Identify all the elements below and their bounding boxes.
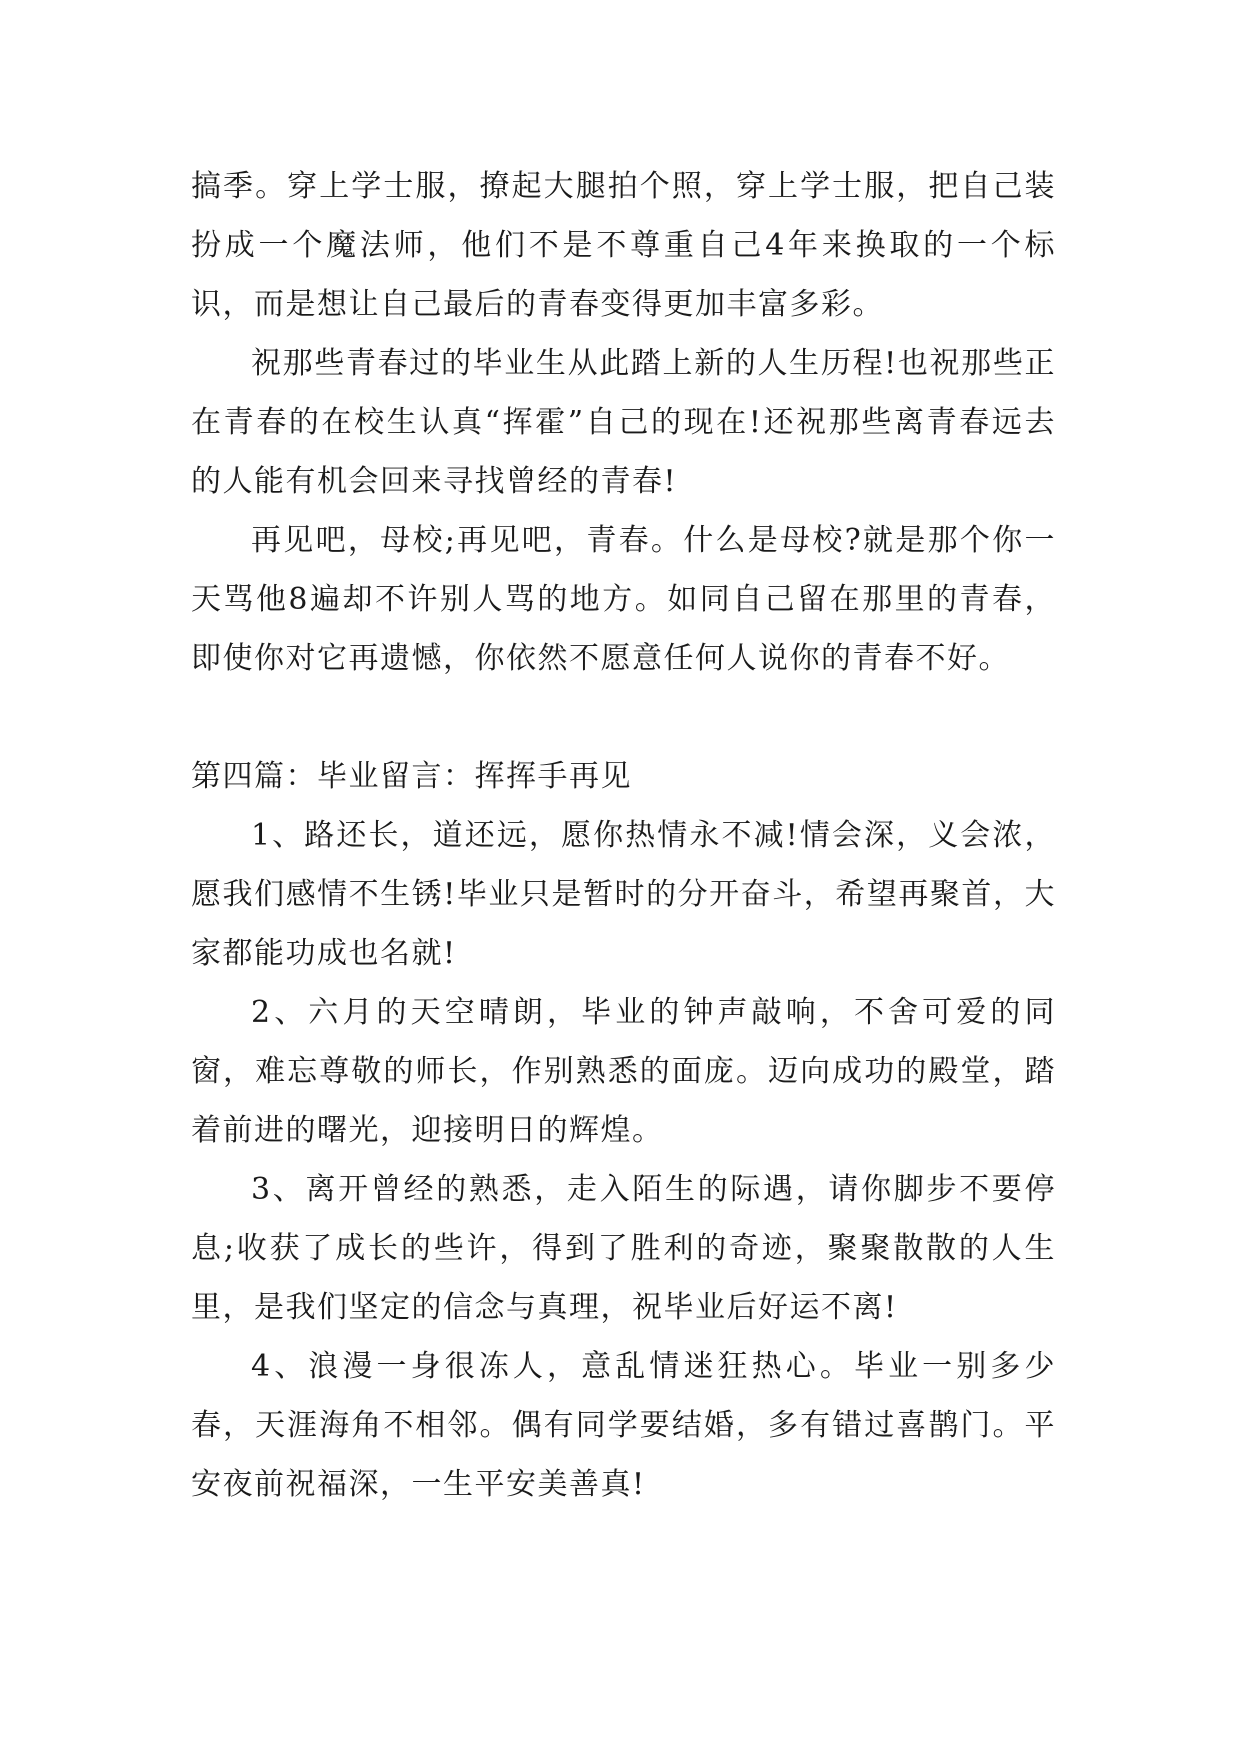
paragraph-blessing: 祝那些青春过的毕业生从此踏上新的人生历程!也祝那些正在青春的在校生认真“挥霍”自己的现在!还祝那些离青春远去的人能有机会回来寻找曾经的青春! [191,346,1056,499]
message-item-4: 4、浪漫一身很冻人，意乱情迷狂热心。毕业一别多少春，天涯海角不相邻。偶有同学要结婚，多有错过喜鹊门。平安夜前祝福深，一生平安美善真! [191,1349,1056,1502]
message-item-3: 3、离开曾经的熟悉，走入陌生的际遇，请你脚步不要停息;收获了成长的些许，得到了胜利的奇迹，聚聚散散的人生里，是我们坚定的信念与真理，祝毕业后好运不离! [191,1172,1056,1325]
message-item-2: 2、六月的天空晴朗，毕业的钟声敲响，不舍可爱的同窗，难忘尊敬的师长，作别熟悉的面庞。迈向成功的殿堂，踏着前进的曙光，迎接明日的辉煌。 [191,995,1056,1148]
message-item-1: 1、路还长，道还远，愿你热情永不减!情会深，义会浓，愿我们感情不生锈!毕业只是暂时的分开奋斗，希望再聚首，大家都能功成也名就! [191,818,1056,971]
paragraph-continuation: 搞季。穿上学士服，撩起大腿拍个照，穿上学士服，把自己装扮成一个魔法师，他们不是不尊重自己4年来换取的一个标识，而是想让自己最后的青春变得更加丰富多彩。 [191,169,1056,322]
document-body [191,157,1056,1514]
section-heading: 第四篇：毕业留言：挥挥手再见 [191,759,632,794]
paragraph-farewell: 再见吧，母校;再见吧，青春。什么是母校?就是那个你一天骂他8遍却不许别人骂的地方。如同自己留在那里的青春，即使你对它再遗憾，你依然不愿意任何人说你的青春不好。 [191,523,1056,676]
